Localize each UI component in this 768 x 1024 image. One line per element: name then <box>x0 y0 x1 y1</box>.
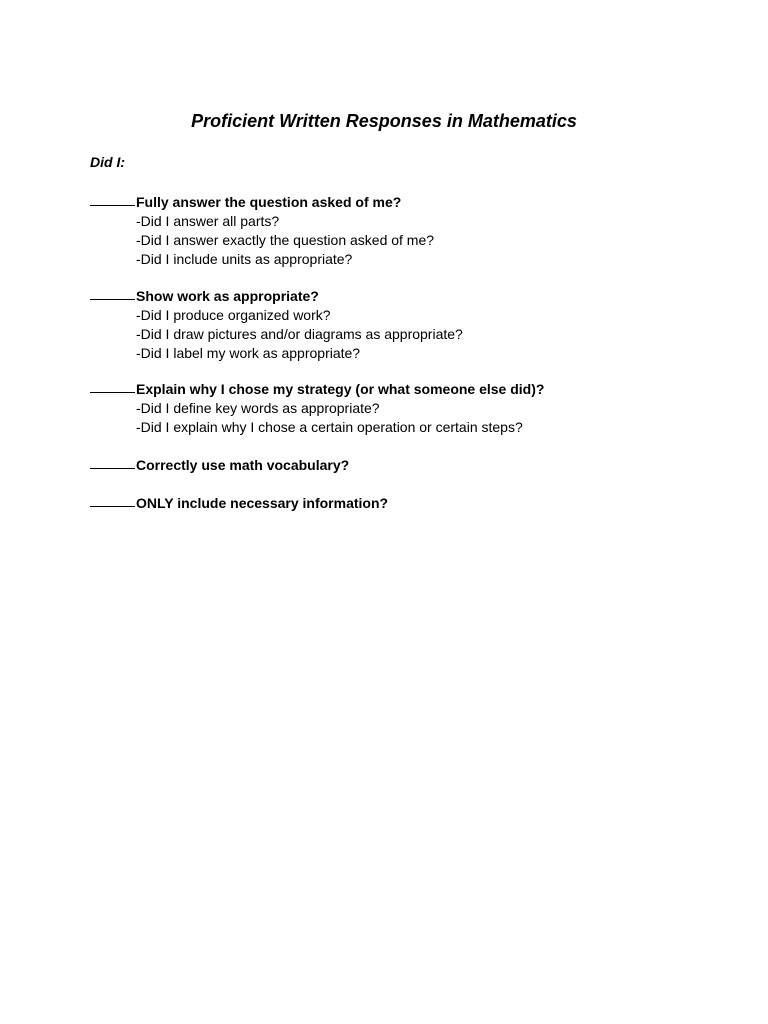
sub-question: -Did I answer exactly the question asked of me? <box>136 232 435 248</box>
checklist-item-explain-strategy <box>90 380 544 437</box>
sub-question: -Did I define key words as appropriate? <box>136 400 380 416</box>
checklist-row <box>90 193 434 212</box>
sub-question: -Did I answer all parts? <box>136 213 280 229</box>
sub-question: -Did I explain why I chose a certain operation or certain steps? <box>136 419 523 435</box>
checklist-row <box>90 456 349 475</box>
checklist-question: Explain why I chose my strategy (or what someone else did)? <box>136 381 545 397</box>
checklist-row <box>90 287 463 306</box>
intro-label: Did I: <box>90 154 125 170</box>
checklist-item-math-vocabulary <box>90 456 349 475</box>
checklist-question: Fully answer the question asked of me? <box>136 194 402 210</box>
sub-question: -Did I produce organized work? <box>136 307 331 323</box>
sub-question: -Did I draw pictures and/or diagrams as appropriate? <box>136 326 463 342</box>
answer-blank[interactable] <box>90 379 135 393</box>
sub-question: -Did I label my work as appropriate? <box>136 345 361 361</box>
checklist-item-fully-answer <box>90 193 434 269</box>
document-title: Proficient Written Responses in Mathematics <box>191 111 577 131</box>
sub-question-list <box>90 399 544 437</box>
answer-blank[interactable] <box>90 455 135 469</box>
sub-question-list <box>90 306 463 363</box>
answer-blank[interactable] <box>90 493 135 507</box>
checklist-question: Correctly use math vocabulary? <box>136 457 350 473</box>
sub-question: -Did I include units as appropriate? <box>136 251 353 267</box>
answer-blank[interactable] <box>90 192 135 206</box>
checklist-row <box>90 380 544 399</box>
checklist-item-necessary-info <box>90 494 388 513</box>
sub-question-list <box>90 212 434 269</box>
checklist-row <box>90 494 388 513</box>
checklist-question: Show work as appropriate? <box>136 288 319 304</box>
checklist-question: ONLY include necessary information? <box>136 495 389 511</box>
answer-blank[interactable] <box>90 286 135 300</box>
checklist-item-show-work <box>90 287 463 363</box>
